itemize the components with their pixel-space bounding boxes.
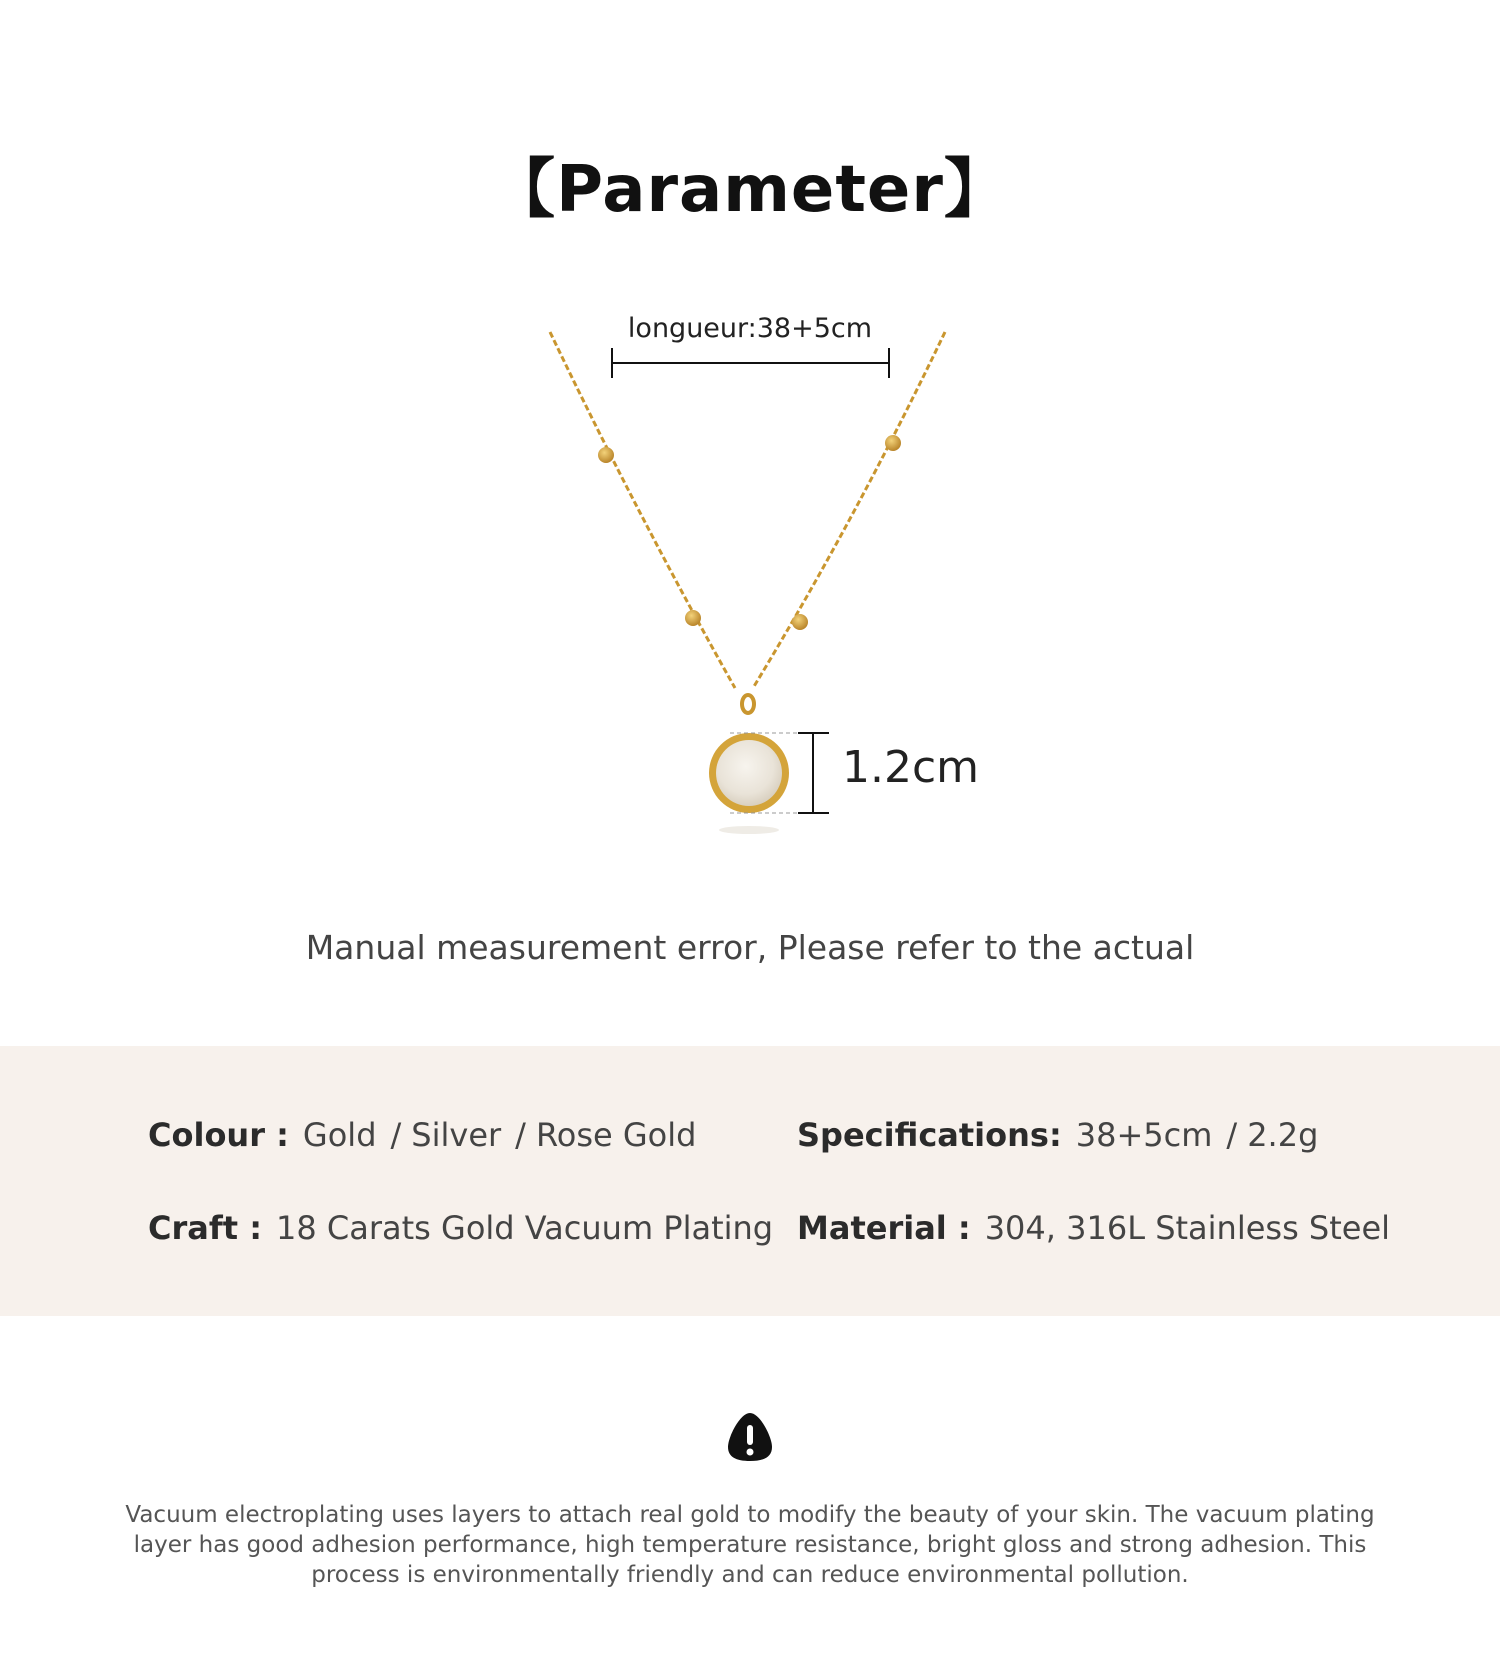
colour-label: Colour : (148, 1116, 289, 1154)
colour-value-gold: Gold (302, 1116, 377, 1154)
material-label: Material : (797, 1209, 971, 1247)
necklace-image (0, 300, 1500, 860)
length-label: longueur:38+5cm (627, 313, 873, 344)
page-title: 【Parameter】 (491, 153, 1009, 227)
craft-row (148, 1209, 773, 1247)
material-row (797, 1209, 1390, 1247)
spec-length: 38+5cm (1075, 1116, 1213, 1154)
diameter-label: 1.2cm (842, 742, 980, 793)
exclamation-icon (726, 1411, 774, 1467)
product-illustration (0, 300, 1500, 860)
specifications-label: Specifications: (797, 1116, 1062, 1154)
measurement-note: Manual measurement error, Please refer to the actual (305, 928, 1195, 967)
material-value: 304, 316L Stainless Steel (984, 1209, 1391, 1247)
specifications-row: Specifications: 38+5cm / 2.2g (797, 1116, 1319, 1154)
parameters-panel (0, 1046, 1500, 1316)
spec-weight: 2.2g (1247, 1116, 1319, 1154)
colour-value-silver: Silver (411, 1116, 502, 1154)
colour-value-rose-gold: Rose Gold (535, 1116, 697, 1154)
colour-row: Colour : Gold / Silver / Rose Gold (148, 1116, 697, 1154)
craft-label: Craft : (148, 1209, 263, 1247)
plating-description: Vacuum electroplating uses layers to attach real gold to modify the beauty of your skin. The vacuum plating layer has good adhesion performance, high temperature resistance, bright gloss and strong adhesion. This process is environmentally friendly and can reduce environmental pollution. (125, 1502, 1375, 1588)
craft-value: 18 Carats Gold Vacuum Plating (276, 1209, 774, 1247)
